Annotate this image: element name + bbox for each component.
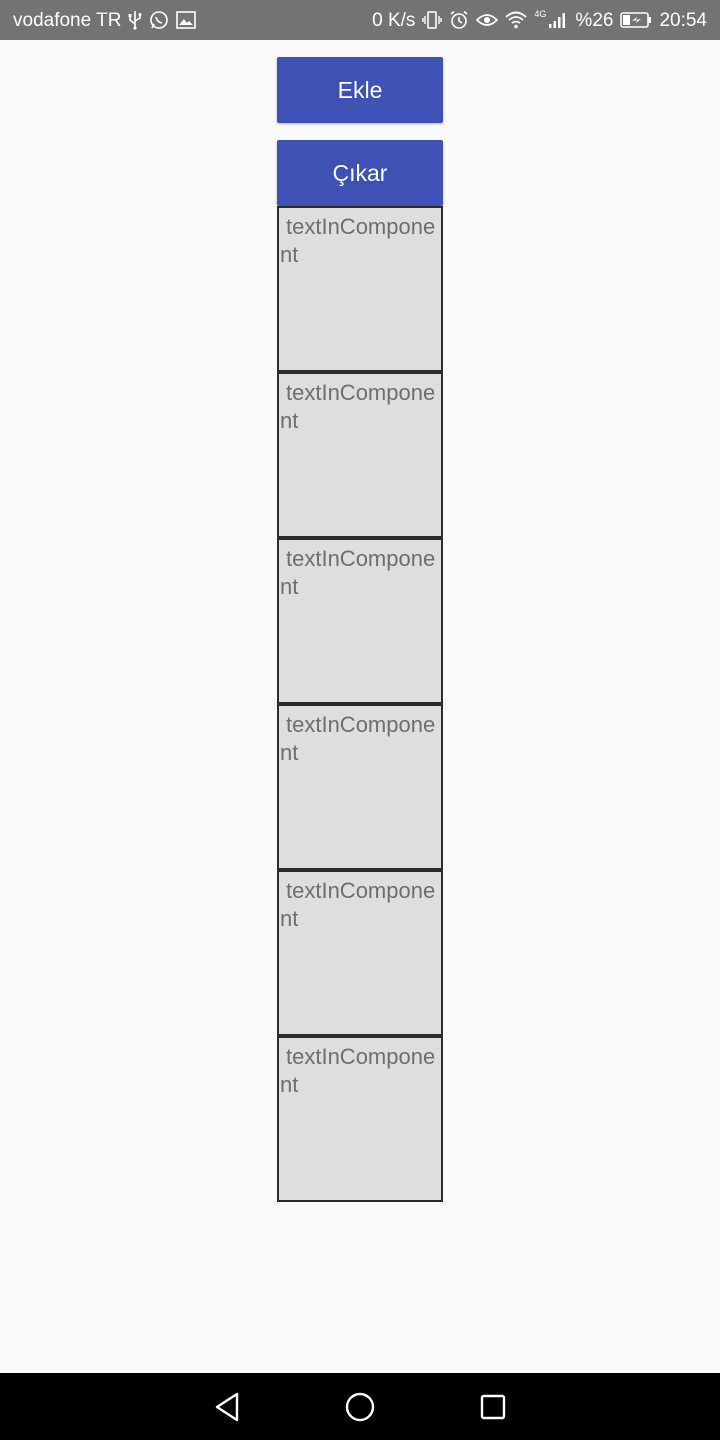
- battery-icon: [620, 12, 652, 28]
- navigation-bar: [0, 1373, 720, 1440]
- component-item: [277, 206, 443, 372]
- component-item: [277, 1036, 443, 1202]
- component-text: textInComponent: [280, 712, 436, 765]
- add-button[interactable]: Ekle: [277, 57, 443, 123]
- gallery-icon: [176, 11, 196, 29]
- component-list: [277, 206, 443, 1202]
- alarm-icon: [449, 10, 469, 30]
- main-content: [0, 40, 720, 1373]
- vibrate-icon: [422, 10, 442, 30]
- recents-icon[interactable]: [477, 1391, 509, 1423]
- usb-icon: [128, 10, 142, 30]
- component-item: [277, 704, 443, 870]
- network-speed: 0 K/s: [372, 9, 416, 31]
- component-text: textInComponent: [280, 546, 436, 599]
- component-item: [277, 870, 443, 1036]
- battery-percent: %26: [575, 9, 614, 31]
- signal-icon: [548, 11, 568, 29]
- component-item: [277, 372, 443, 538]
- whatsapp-icon: [149, 10, 169, 30]
- eye-icon: [476, 12, 498, 28]
- carrier-label: vodafone TR: [13, 9, 122, 31]
- status-bar: [0, 0, 720, 40]
- wifi-icon: [505, 11, 527, 29]
- home-icon[interactable]: [344, 1391, 376, 1423]
- network-type: 4G: [534, 8, 547, 19]
- component-text: textInComponent: [280, 1044, 436, 1097]
- back-icon[interactable]: [211, 1391, 243, 1423]
- status-left: [13, 10, 196, 30]
- remove-button[interactable]: Çıkar: [277, 140, 443, 206]
- component-item: [277, 538, 443, 704]
- component-text: textInComponent: [280, 380, 436, 433]
- clock: 20:54: [659, 9, 707, 31]
- component-text: textInComponent: [280, 878, 436, 931]
- status-right: [372, 10, 707, 30]
- component-text: textInComponent: [280, 214, 436, 267]
